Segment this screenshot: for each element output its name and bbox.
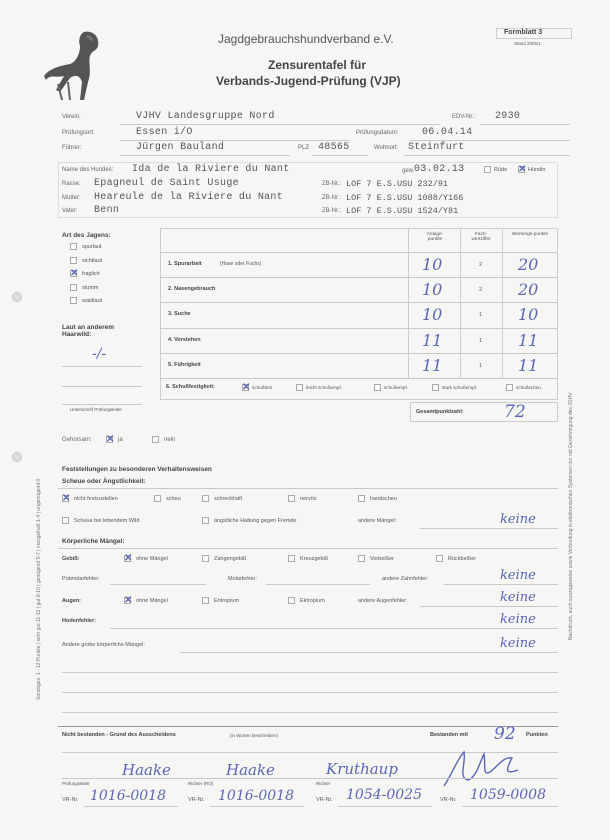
org-name: Jagdgebrauchshundverband e.V. bbox=[218, 32, 394, 46]
form-number: Formblatt 3 bbox=[504, 29, 543, 36]
score-row-label: 5. Führigkeit bbox=[168, 361, 201, 368]
gebiss-ohne-label: ohne Mängel bbox=[136, 556, 168, 562]
scheue-aengstlich-checkbox[interactable] bbox=[202, 517, 209, 524]
augen-entro-checkbox[interactable] bbox=[202, 597, 209, 604]
augen-ektro-label: Ektropium bbox=[300, 598, 325, 604]
gebiss-vor-label: Vorbeißer bbox=[370, 556, 394, 562]
mutter-value[interactable]: Heareule de la Riviere du Nant bbox=[94, 192, 284, 203]
augenfehler-value[interactable]: keine bbox=[500, 590, 536, 605]
gew-value[interactable]: 03.02.13 bbox=[414, 164, 465, 175]
schuss-checkbox[interactable] bbox=[374, 384, 381, 391]
gebiss-zange-checkbox[interactable] bbox=[202, 555, 209, 562]
scheue-hand-label: handscheu bbox=[370, 496, 397, 502]
schuss-label: 6. Schußfestigkeit: bbox=[166, 384, 215, 390]
schuss-checkbox[interactable] bbox=[432, 384, 439, 391]
art-heading: Art des Jagens: bbox=[62, 232, 111, 239]
gebiss-ohne-mark: ✕ bbox=[124, 553, 133, 564]
vr2-label: VR-Nr. bbox=[188, 797, 205, 803]
augen-ektro-checkbox[interactable] bbox=[288, 597, 295, 604]
nicht-bestanden-label: Nicht bestanden - Grund des Ausscheidens bbox=[62, 732, 176, 738]
scheue-nicht-mark: ✕ bbox=[62, 493, 71, 504]
score-anlage-value[interactable]: 11 bbox=[422, 330, 443, 350]
score-anlage-value[interactable]: 10 bbox=[422, 255, 443, 274]
edv-label: EDV-Nr.: bbox=[452, 114, 476, 120]
art-label: waidlaut bbox=[82, 298, 103, 304]
gehorsam-nein-label: nein bbox=[164, 437, 176, 443]
vr3-value[interactable]: 1054-0025 bbox=[346, 787, 422, 803]
art-label: spurlaut bbox=[82, 244, 102, 250]
plz-label: PLZ bbox=[298, 145, 310, 151]
score-faktor-value: 2 bbox=[479, 262, 483, 268]
art-check-mark: ✕ bbox=[70, 268, 79, 279]
score-wertung-value[interactable]: 11 bbox=[518, 355, 539, 375]
mutter-zb-value[interactable]: LOF 7 E.S.USU 1088/Y166 bbox=[346, 193, 464, 203]
zahnfehler-value[interactable]: keine bbox=[500, 568, 536, 583]
rasse-label: Rasse: bbox=[62, 181, 81, 187]
gebiss-kreuz-label: Kreuzgebiß bbox=[300, 556, 329, 562]
gehorsam-label: Gehorsam: bbox=[62, 437, 92, 443]
col-anlage-header: Anlage-punkte bbox=[426, 232, 444, 242]
schuss-check-mark: ✕ bbox=[242, 382, 251, 393]
praemolar-label: Prämolarfehler: bbox=[62, 576, 100, 582]
score-wertung-value[interactable]: 20 bbox=[518, 280, 539, 300]
verein-label: Verein: bbox=[62, 114, 81, 120]
nicht-bestanden-hint: (in Worten beschreiben) bbox=[230, 733, 278, 738]
score-row-label: 3. Suche bbox=[168, 311, 191, 318]
sig-pruefungsleiter: Haake bbox=[122, 761, 171, 779]
pruefungsort-label: Prüfungsort: bbox=[62, 130, 95, 136]
hoden-value[interactable]: keine bbox=[500, 612, 536, 627]
pruefungsdatum-value[interactable]: 06.04.14 bbox=[422, 127, 473, 138]
molar-label: Molarfehler: bbox=[228, 576, 258, 582]
scheue-schreck-label: schreckhaft bbox=[214, 496, 243, 502]
art-label: fraglich bbox=[82, 271, 100, 277]
score-faktor-value: 1 bbox=[479, 362, 483, 369]
augenfehler-label: andere Augenfehler: bbox=[358, 598, 408, 604]
sig-richter2 bbox=[438, 748, 528, 792]
vr2-value[interactable]: 1016-0018 bbox=[218, 788, 294, 804]
scheue-nervoes-label: nervös bbox=[300, 496, 317, 502]
form-stand: Stand 2005/1 bbox=[514, 41, 541, 46]
bestanden-label: Bestanden mit bbox=[430, 732, 468, 738]
schuss-checkbox[interactable] bbox=[296, 384, 303, 391]
scheue-scheu-label: scheu bbox=[166, 496, 181, 502]
art-label: stumm bbox=[82, 284, 99, 291]
scheue-nervoes-checkbox[interactable] bbox=[288, 495, 295, 502]
huendin-check-mark: ✕ bbox=[518, 164, 527, 175]
schuss-option-label: leicht schußempf. bbox=[306, 385, 342, 390]
vater-zb-value[interactable]: LOF 7 E.S.USU 1524/Y81 bbox=[346, 206, 459, 216]
fuehrer-value[interactable]: Jürgen Bauland bbox=[136, 142, 225, 153]
bestanden-value[interactable]: 92 bbox=[494, 724, 516, 744]
scheue-schreck-checkbox[interactable] bbox=[202, 495, 209, 502]
pruefungsdatum-label: Prüfungsdatum: bbox=[356, 130, 399, 136]
schuss-option-label: schußfest bbox=[252, 385, 272, 390]
gew-label: gew. bbox=[402, 168, 415, 174]
vr4-label: VR-Nr. bbox=[440, 797, 457, 803]
ro-label: Richter (RO) bbox=[188, 781, 214, 786]
gesamt-label: Gesamtpunktzahl: bbox=[416, 409, 464, 415]
hund-name-value[interactable]: Ida de la Riviere du Nant bbox=[132, 164, 290, 175]
vr1-value[interactable]: 1016-0018 bbox=[90, 788, 166, 804]
vr1-label: VR-Nr. bbox=[62, 797, 79, 803]
side-note-left: Sonstiges: 1 - 12 Punkte | sehr gut 11-12 | gut 8-10 | genügend 5-7 | mangelhaft 1-4 | ungenügend 0 bbox=[36, 478, 42, 700]
pl-label: Prüfungsleiter bbox=[62, 781, 90, 786]
gehorsam-nein-checkbox[interactable] bbox=[152, 436, 159, 443]
rasse-value[interactable]: Epagneul de Saint Usuge bbox=[94, 178, 239, 189]
score-row-label: 2. Nasengebrauch bbox=[168, 286, 216, 293]
ruede-label: Rüde bbox=[494, 167, 508, 173]
augen-entro-label: Entropium bbox=[214, 598, 240, 604]
andere-grobe-label: Andere grobe körperliche Mängel: bbox=[62, 642, 145, 648]
mutter-label: Mutter: bbox=[62, 195, 81, 201]
gebiss-rueck-label: Rückbeißer bbox=[448, 556, 477, 562]
score-faktor-value: 1 bbox=[479, 337, 483, 344]
andere-grobe-value[interactable]: keine bbox=[500, 636, 536, 651]
vater-zb-label: ZB-Nr.: bbox=[322, 208, 341, 214]
col-faktor-header: Fach-wertziffer bbox=[471, 232, 491, 242]
gebiss-rueck-checkbox[interactable] bbox=[436, 555, 443, 562]
schuss-option-label: schußscheu bbox=[516, 385, 541, 390]
augen-ohne-mark: ✕ bbox=[124, 595, 133, 606]
punch-hole bbox=[12, 452, 22, 462]
scheue-nicht-label: nicht festzustellen bbox=[74, 496, 118, 502]
side-note-right: Nachdruck, auch auszugsweise sowie Verbreitung in elektronischen Systemen nur mit Genehmigung des JGHV bbox=[568, 392, 574, 640]
score-faktor-value: 1 bbox=[479, 312, 483, 319]
art-checkbox[interactable] bbox=[70, 257, 77, 264]
punch-hole bbox=[12, 292, 22, 302]
schuss-option-label: schußempf. bbox=[384, 385, 408, 390]
schuss-option-label: stark schußempf. bbox=[442, 385, 478, 390]
rasse-zb-value[interactable]: LOF 7 E.S.USU 232/91 bbox=[346, 179, 449, 189]
gehorsam-ja-label: ja bbox=[118, 437, 123, 443]
score-anlage-value[interactable]: 10 bbox=[422, 305, 443, 325]
gebiss-vor-checkbox[interactable] bbox=[358, 555, 365, 562]
scheue-aengstlich-label: ängstliche Haltung gegen Fremde bbox=[214, 518, 297, 524]
gebiss-zange-label: Zangengebiß bbox=[214, 556, 247, 562]
vater-label: Vater: bbox=[62, 208, 78, 214]
art-checkbox[interactable] bbox=[70, 243, 77, 250]
score-anlage-value[interactable]: 11 bbox=[422, 355, 443, 375]
scheue-heading: Scheue oder Ängstlichkeit: bbox=[62, 478, 146, 485]
plz-value[interactable]: 48565 bbox=[318, 142, 350, 153]
punkten-label: Punkten bbox=[526, 732, 548, 738]
gebiss-label: Gebiß: bbox=[62, 556, 80, 562]
col-wertung-header: Wertungs-punkte bbox=[511, 232, 549, 237]
jghv-logo bbox=[40, 26, 108, 104]
art-label: sichtlaut bbox=[82, 257, 103, 264]
scheue-andere-label: andere Mängel: bbox=[358, 518, 397, 524]
laut-heading: Laut an anderem Haarwild: bbox=[62, 324, 115, 338]
gebiss-kreuz-checkbox[interactable] bbox=[288, 555, 295, 562]
wohnort-label: Wohnort: bbox=[374, 145, 399, 151]
sig-richter: Kruthaup bbox=[326, 760, 398, 778]
laut-value[interactable]: -/- bbox=[92, 346, 107, 362]
scheue-andere-value[interactable]: keine bbox=[500, 512, 536, 527]
scores-table bbox=[160, 228, 558, 400]
scheue-lebend-checkbox[interactable] bbox=[62, 517, 69, 524]
verein-value[interactable]: VJHV Landesgruppe Nord bbox=[136, 111, 275, 122]
scheue-lebend-label: Scheue bei lebendem Wild bbox=[74, 518, 140, 524]
mutter-zb-label: ZB-Nr.: bbox=[322, 195, 341, 201]
scheue-hand-checkbox[interactable] bbox=[358, 495, 365, 502]
art-checkbox[interactable] bbox=[70, 297, 77, 304]
score-wertung-value[interactable]: 20 bbox=[518, 255, 539, 274]
koerper-heading: Körperliche Mängel: bbox=[62, 538, 125, 545]
rasse-zb-label: ZB-Nr.: bbox=[322, 181, 341, 187]
gehorsam-ja-mark: ✕ bbox=[106, 434, 115, 445]
scheue-scheu-checkbox[interactable] bbox=[154, 495, 161, 502]
title-line2: Verbands-Jugend-Prüfung (VJP) bbox=[216, 74, 401, 88]
vater-value[interactable]: Benn bbox=[94, 205, 120, 216]
score-row-hint: (Hase oder Fuchs) bbox=[220, 261, 262, 267]
score-anlage-value[interactable]: 10 bbox=[422, 280, 443, 300]
score-wertung-value[interactable]: 11 bbox=[518, 330, 539, 350]
fest-heading: Feststellungen zu besonderen Verhaltensweisen bbox=[62, 466, 212, 473]
augen-label: Augen: bbox=[62, 598, 81, 604]
huendin-label: Hündin bbox=[528, 167, 546, 173]
vr4-value[interactable]: 1059-0008 bbox=[470, 787, 546, 803]
r-label: Richter bbox=[316, 781, 331, 786]
sig-richter-obm: Haake bbox=[226, 761, 275, 779]
hund-name-label: Name des Hundes: bbox=[62, 167, 114, 173]
zahnfehler-label: andere Zahnfehler: bbox=[382, 576, 429, 582]
title-line1: Zensurentafel für bbox=[268, 58, 367, 72]
score-wertung-value[interactable]: 10 bbox=[518, 305, 539, 325]
score-row-label: 1. Spurarbeit bbox=[168, 261, 202, 267]
unterschrift-label: Unterschrift Prüfungsleiter bbox=[70, 407, 123, 412]
wohnort-value[interactable]: Steinfurt bbox=[408, 142, 465, 153]
fuehrer-label: Führer: bbox=[62, 145, 82, 151]
art-checkbox[interactable] bbox=[70, 284, 77, 291]
score-row-label: 4. Vorstehen bbox=[168, 336, 201, 343]
edv-value[interactable]: 2930 bbox=[495, 111, 521, 122]
gesamt-value[interactable]: 72 bbox=[504, 402, 526, 422]
score-faktor-value: 2 bbox=[479, 287, 483, 294]
pruefungsort-value[interactable]: Essen i/O bbox=[136, 127, 193, 138]
vr3-label: VR-Nr. bbox=[316, 797, 333, 803]
schuss-checkbox[interactable] bbox=[506, 384, 513, 391]
ruede-checkbox[interactable] bbox=[484, 166, 491, 173]
hoden-label: Hodenfehler: bbox=[62, 618, 96, 624]
augen-ohne-label: ohne Mängel bbox=[136, 598, 168, 604]
